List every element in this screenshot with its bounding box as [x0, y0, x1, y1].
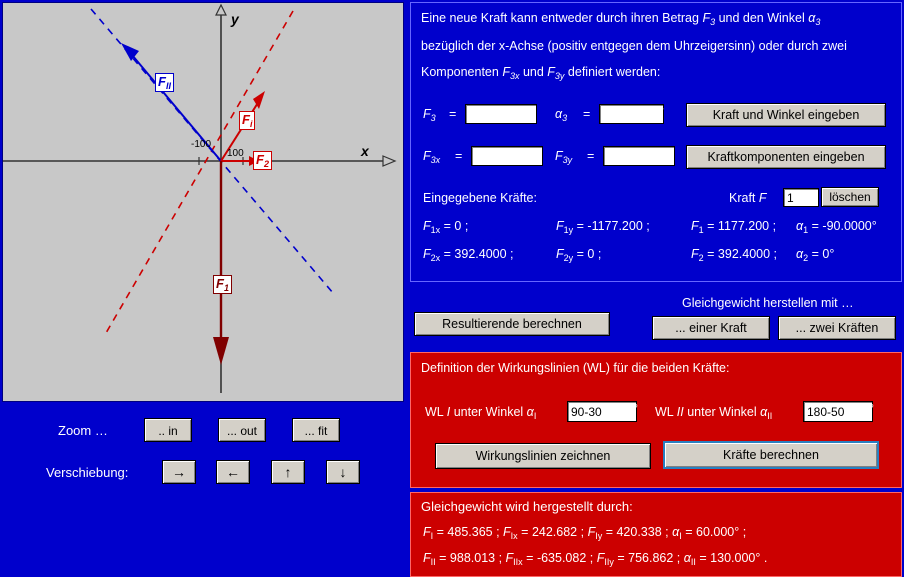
f3y-equals: = [587, 149, 595, 163]
f3x-equals: = [455, 149, 463, 163]
intro3-b: und [519, 65, 548, 79]
enter-force-angle-button[interactable]: Kraft und Winkel eingeben [686, 103, 886, 127]
intro3-c: definiert werden: [564, 65, 661, 79]
zoom-label: Zoom … [58, 423, 108, 438]
intro-line-2: bezüglich der x-Achse (positiv entgegen dem Uhrzeigersinn) oder durch zwei [421, 39, 847, 53]
f3-equals: = [449, 107, 457, 121]
f3-label: $F_3$ [423, 107, 436, 123]
axis-x-label: x [361, 143, 369, 159]
label-force-2: $F_2$ [253, 151, 272, 170]
force-input-panel [410, 2, 902, 282]
wl1-angle-input[interactable] [567, 401, 637, 422]
f3x-label: $F_{3x}$ [423, 149, 441, 165]
force-2-magnitude: $F_2 = 392.4000$ ; [691, 247, 777, 263]
wl1-degree: ° [633, 402, 638, 416]
compute-forces-button[interactable]: Kräfte berechnen [663, 441, 879, 469]
result-title: Gleichgewicht wird hergestellt durch: [421, 499, 633, 514]
entered-forces-title: Eingegebene Kräfte: [423, 191, 537, 205]
force-select-label: Kraft F [729, 191, 767, 205]
zoom-out-button[interactable]: ... out [218, 418, 266, 442]
result-line-1: $F_I = 485.365$ ; $F_{Ix} = 242.682$ ; $F_{Iy} = 420.338$ ; $\alpha_I = 60.000^\circ$ ; [423, 525, 747, 541]
intro-f3: $F_3$ [702, 11, 716, 27]
force-1-fy: $F_{1y} = -1177.200$ ; [556, 219, 650, 235]
intro3-a: Komponenten [421, 65, 503, 79]
force-1-magnitude: $F_1 = 1177.200$ ; [691, 219, 777, 235]
intro-alpha3: $\alpha_3$ [808, 11, 821, 27]
shift-right-button[interactable]: → [162, 460, 196, 484]
tick-label-neg100: -100 [191, 139, 212, 150]
alpha3-equals: = [583, 107, 591, 121]
axis-y-label: y [231, 11, 239, 27]
wl2-degree: ° [869, 402, 874, 416]
force-1-fx: $F_{1x} = 0$ ; [423, 219, 469, 235]
working-lines-panel [410, 352, 902, 488]
view-controls [0, 404, 406, 504]
f3y-label: $F_{3y}$ [555, 149, 573, 165]
force-2-angle: $\alpha_2 = 0^\circ$ [796, 247, 835, 263]
wl-title: Definition der Wirkungslinien (WL) für die beiden Kräfte: [421, 361, 730, 375]
wl2-label: WL II unter Winkel $\alpha_{II}$ [655, 405, 773, 421]
f3x-input[interactable] [471, 146, 543, 166]
zoom-fit-button[interactable]: ... fit [292, 418, 340, 442]
equilibrium-one-force-button[interactable]: ... einer Kraft [652, 316, 770, 340]
label-force-i: $F_i$ [239, 111, 255, 130]
alpha3-degree: ° [659, 105, 664, 119]
intro-f3y: $F_{3y}$ [547, 65, 565, 81]
zoom-row [0, 418, 406, 446]
shift-left-button[interactable]: ← [216, 460, 250, 484]
equilibrium-two-forces-button[interactable]: ... zwei Kräften [778, 316, 896, 340]
delete-force-button[interactable]: löschen [821, 187, 879, 207]
shift-label: Verschiebung: [46, 465, 129, 480]
force-index-input[interactable] [783, 188, 819, 207]
zoom-in-button[interactable]: .. in [144, 418, 192, 442]
label-force-1: $F_1$ [213, 275, 232, 294]
result-panel [410, 492, 902, 577]
force-diagram-canvas[interactable] [2, 2, 404, 402]
shift-row [0, 460, 406, 488]
shift-up-button[interactable]: ↑ [271, 460, 305, 484]
intro-line-1 [421, 11, 891, 27]
label-force-II: $F_{II}$ [155, 73, 174, 92]
force-1-angle: $\alpha_1 = -90.0000^\circ$ [796, 219, 877, 235]
intro-text-b: und den Winkel [715, 11, 809, 25]
wl1-label: WL I unter Winkel $\alpha_I$ [425, 405, 537, 421]
alpha3-label: $\alpha_3$ [555, 107, 568, 123]
intro-text-a: Eine neue Kraft kann entweder durch ihren Betrag [421, 11, 703, 25]
diagram-svg [3, 3, 403, 401]
calculation-panel [410, 288, 900, 348]
result-line-2: $F_{II} = 988.013$ ; $F_{IIx} = -635.082$ ; $F_{IIy} = 756.862$ ; $\alpha_{II} = 130.000^\circ$ . [423, 551, 768, 567]
wl2-angle-input[interactable] [803, 401, 873, 422]
force-2-fy: $F_{2y} = 0$ ; [556, 247, 602, 263]
f3y-input[interactable] [603, 146, 675, 166]
force-2-fx: $F_{2x} = 392.4000$ ; [423, 247, 514, 263]
equilibrium-title: Gleichgewicht herstellen mit … [682, 296, 854, 310]
enter-force-components-button[interactable]: Kraftkomponenten eingeben [686, 145, 886, 169]
left-panel [0, 0, 406, 577]
alpha3-input[interactable] [599, 104, 664, 124]
draw-working-lines-button[interactable]: Wirkungslinien zeichnen [435, 443, 651, 469]
f3-input[interactable] [465, 104, 537, 124]
compute-resultant-button[interactable]: Resultierende berechnen [414, 312, 610, 336]
intro-f3x: $F_{3x}$ [502, 65, 520, 81]
tick-label-100: 100 [227, 148, 244, 159]
intro-line-3 [421, 65, 891, 81]
shift-down-button[interactable]: ↓ [326, 460, 360, 484]
